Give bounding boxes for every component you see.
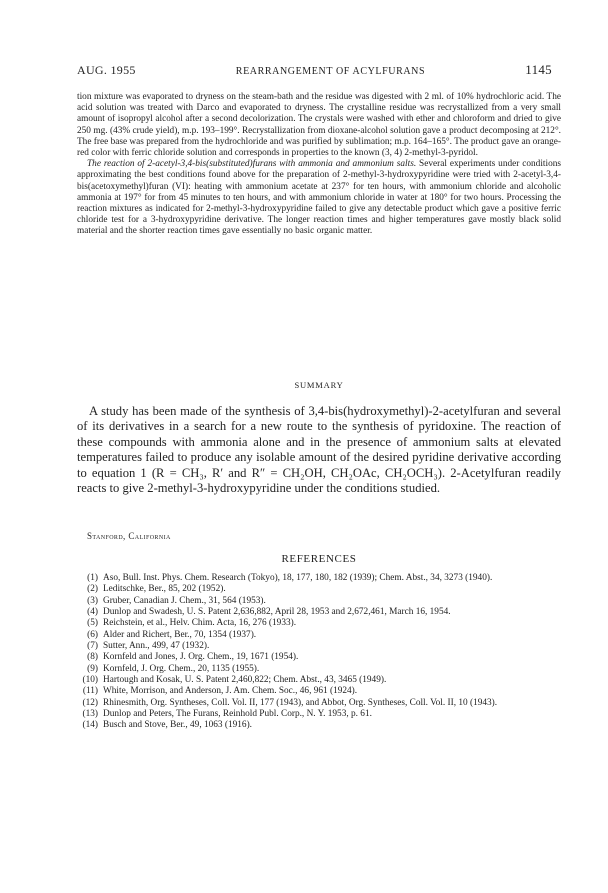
reference-item	[77, 709, 561, 720]
reference-number: (9)	[87, 663, 98, 674]
running-header	[77, 62, 552, 78]
page-number: 1145	[525, 62, 552, 77]
reference-text: Reichstein, et al., Helv. Chim. Acta, 16, 276 (1933).	[103, 618, 297, 629]
reference-item	[77, 618, 561, 629]
reference-text: Dunlop and Swadesh, U. S. Patent 2,636,882, April 28, 1953 and 2,672,461, March 16, 1954.	[103, 607, 451, 618]
reference-text: Dunlop and Peters, The Furans, Reinhold Publ. Corp., N. Y. 1953, p. 61.	[103, 709, 372, 720]
reference-text: Busch and Stove, Ber., 49, 1063 (1916).	[103, 720, 252, 731]
reference-item	[77, 720, 561, 731]
reference-number: (10)	[82, 675, 98, 686]
paragraph-run-in-heading: The reaction of 2-acetyl-3,4-bis(substituted)furans with ammonia and ammonium salts.	[87, 159, 417, 170]
reference-number: (2)	[87, 584, 98, 595]
reference-text: Leditschke, Ber., 85, 202 (1952).	[103, 584, 226, 595]
reference-text: White, Morrison, and Anderson, J. Am. Chem. Soc., 46, 961 (1924).	[103, 686, 358, 697]
reference-item	[77, 630, 561, 641]
reference-number: (13)	[82, 709, 98, 720]
paragraph-ammonia-text: Several experiments under conditions approximating the best conditions found above for the preparation of 2-methyl-3-hydroxypyridine were tried with 2-acetyl-3,4-bis(acetoxymethyl)furan (VI): heating with ammonium acetate at 237° for ten hours, with ammonium chloride and alcoholic ammonia at 197° for from 45 minutes to ten hours, and with ammonium chloride in water at 180° for two hours. Processing the reaction mixtures as indicated for 2-methyl-3-hydroxypyridine failed to give any detectable product which gave a positive ferric chloride test for a 3-hydroxypyridine derivative. The longer reaction times and higher temperatures gave mostly black solid material and the shorter reaction times gave essentially no basic organic matter.	[77, 159, 561, 237]
reference-item	[77, 641, 561, 652]
reference-number: (4)	[87, 607, 98, 618]
summary-text: A study has been made of the synthesis of 3,4-bis(hydroxymethyl)-2-acetylfuran and several of its derivatives in a search for a new route to the synthesis of pyridoxine. The reaction of these compounds with ammonia alone and in the presence of ammonium salts at elevated temperatures failed to produce any isolable amount of the desired pyridine derivative according to equation 1 (R = CH₃, R′ and R″ = CH₂OH, CH₂OAc, CH₂OCH₃). 2-Acetylfuran readily reacts to give 2-methyl-3-hydroxypyridine under the conditions studied.	[77, 404, 561, 496]
reference-item	[77, 686, 561, 697]
reference-number: (7)	[87, 641, 98, 652]
reference-text: Hartough and Kosak, U. S. Patent 2,460,822; Chem. Abst., 43, 3465 (1949).	[103, 675, 387, 686]
reference-text: Alder and Richert, Ber., 70, 1354 (1937).	[103, 629, 257, 640]
reference-item	[77, 652, 561, 663]
reference-text: Kornfeld and Jones, J. Org. Chem., 19, 1671 (1954).	[103, 652, 299, 663]
reference-item	[77, 584, 561, 595]
reference-text: Aso, Bull. Inst. Phys. Chem. Research (Tokyo), 18, 177, 180, 182 (1939); Chem. Abst., 34, 3273 (1940).	[103, 573, 493, 583]
reference-item	[77, 596, 561, 607]
experimental-text	[77, 92, 561, 238]
issue-date: AUG. 1955	[77, 63, 136, 77]
reference-item	[77, 675, 561, 686]
reference-number: (3)	[87, 595, 98, 606]
reference-number: (5)	[87, 618, 98, 629]
reference-number: (6)	[87, 629, 98, 640]
reference-number: (8)	[87, 652, 98, 663]
reference-number: (12)	[82, 697, 98, 708]
reference-item	[77, 573, 561, 584]
reference-number: (11)	[82, 686, 98, 697]
author-location: Stanford, California	[87, 531, 171, 541]
paragraph-procedure: tion mixture was evaporated to dryness on the steam-bath and the residue was digested with 2 ml. of 10% hydrochloric acid. The acid solution was treated with Darco and evaporated to dryness. The crystalline residue was recrystallized from a very small amount of isopropyl alcohol after a second decolorization. The crystals were washed with ether and chloroform and dried to give 250 mg. (43% crude yield), m.p. 193–199°. Recrystallization from dioxane-alcohol solution gave a product decomposing at 212°. The free base was prepared from the hydrochloride and was purified by sublimation; m.p. 164–165°. The product gave an orange-red color with ferric chloride solution and corresponds in properties to the known (3, 4) 2-methyl-3-pyridol.	[77, 92, 561, 159]
reference-item	[77, 607, 561, 618]
reference-text: Gruber, Canadian J. Chem., 31, 564 (1953).	[103, 595, 266, 606]
reference-item	[77, 698, 561, 709]
summary-section	[77, 404, 561, 496]
reference-number: (14)	[82, 720, 98, 731]
references-list	[77, 573, 561, 732]
reference-text: Kornfeld, J. Org. Chem., 20, 1135 (1955).	[103, 663, 260, 674]
reference-item	[77, 664, 561, 675]
running-title: REARRANGEMENT OF ACYLFURANS	[235, 66, 426, 77]
summary-heading: SUMMARY	[294, 380, 344, 390]
reference-text: Sutter, Ann., 499, 47 (1932).	[103, 641, 210, 652]
reference-number: (1)	[87, 573, 98, 583]
references-heading: REFERENCES	[281, 553, 357, 565]
reference-text: Rhinesmith, Org. Syntheses, Coll. Vol. II, 177 (1943), and Abbot, Org. Syntheses, Coll. Vol. II, 10 (1943).	[103, 697, 498, 708]
paragraph-ammonia-reaction	[77, 159, 561, 237]
